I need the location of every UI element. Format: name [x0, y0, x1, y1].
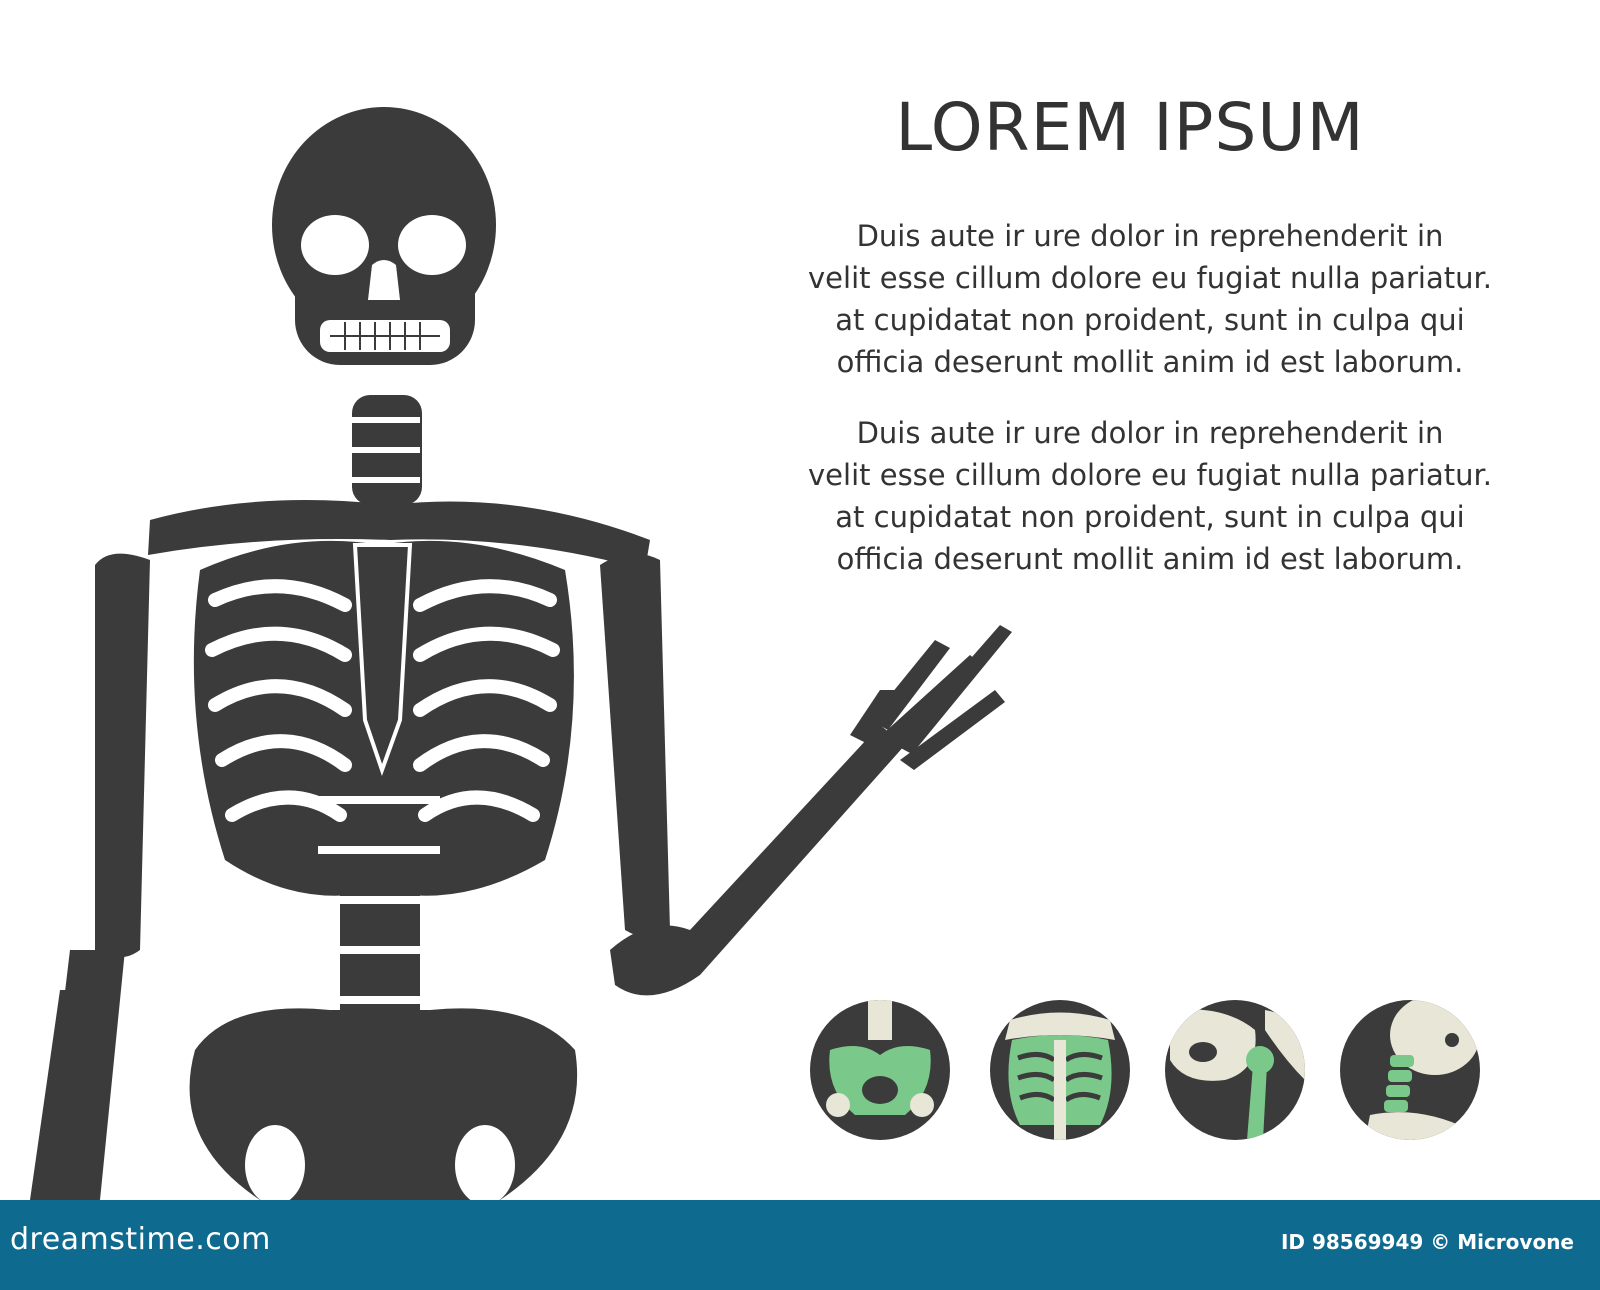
paragraph-line: officia deserunt mollit anim id est laborum.	[836, 345, 1464, 379]
neck-spine-icon	[1340, 1000, 1480, 1140]
paragraph-line: Duis aute ir ure dolor in reprehenderit in	[856, 219, 1444, 253]
image-id-credit: ID 98569949 © Microvone	[1280, 1230, 1574, 1254]
paragraph-line: at cupidatat non proident, sunt in culpa qui	[835, 303, 1465, 337]
brand-watermark: dreamstime.com	[10, 1222, 271, 1257]
body-paragraph-2	[720, 412, 1580, 580]
footer-banner	[0, 1200, 1600, 1290]
body-paragraph-1	[720, 215, 1580, 383]
paragraph-line: officia deserunt mollit anim id est laborum.	[836, 542, 1464, 576]
pelvis-icon	[810, 1000, 950, 1140]
headline-title: LOREM IPSUM	[895, 89, 1365, 166]
paragraph-line: Duis aute ir ure dolor in reprehenderit in	[856, 416, 1444, 450]
paragraph-line: at cupidatat non proident, sunt in culpa qui	[835, 500, 1465, 534]
ribcage-icon	[990, 1000, 1130, 1140]
hip-joint-icon	[1165, 1000, 1305, 1140]
paragraph-line: velit esse cillum dolore eu fugiat nulla pariatur.	[808, 458, 1492, 492]
paragraph-line: velit esse cillum dolore eu fugiat nulla pariatur.	[808, 261, 1492, 295]
